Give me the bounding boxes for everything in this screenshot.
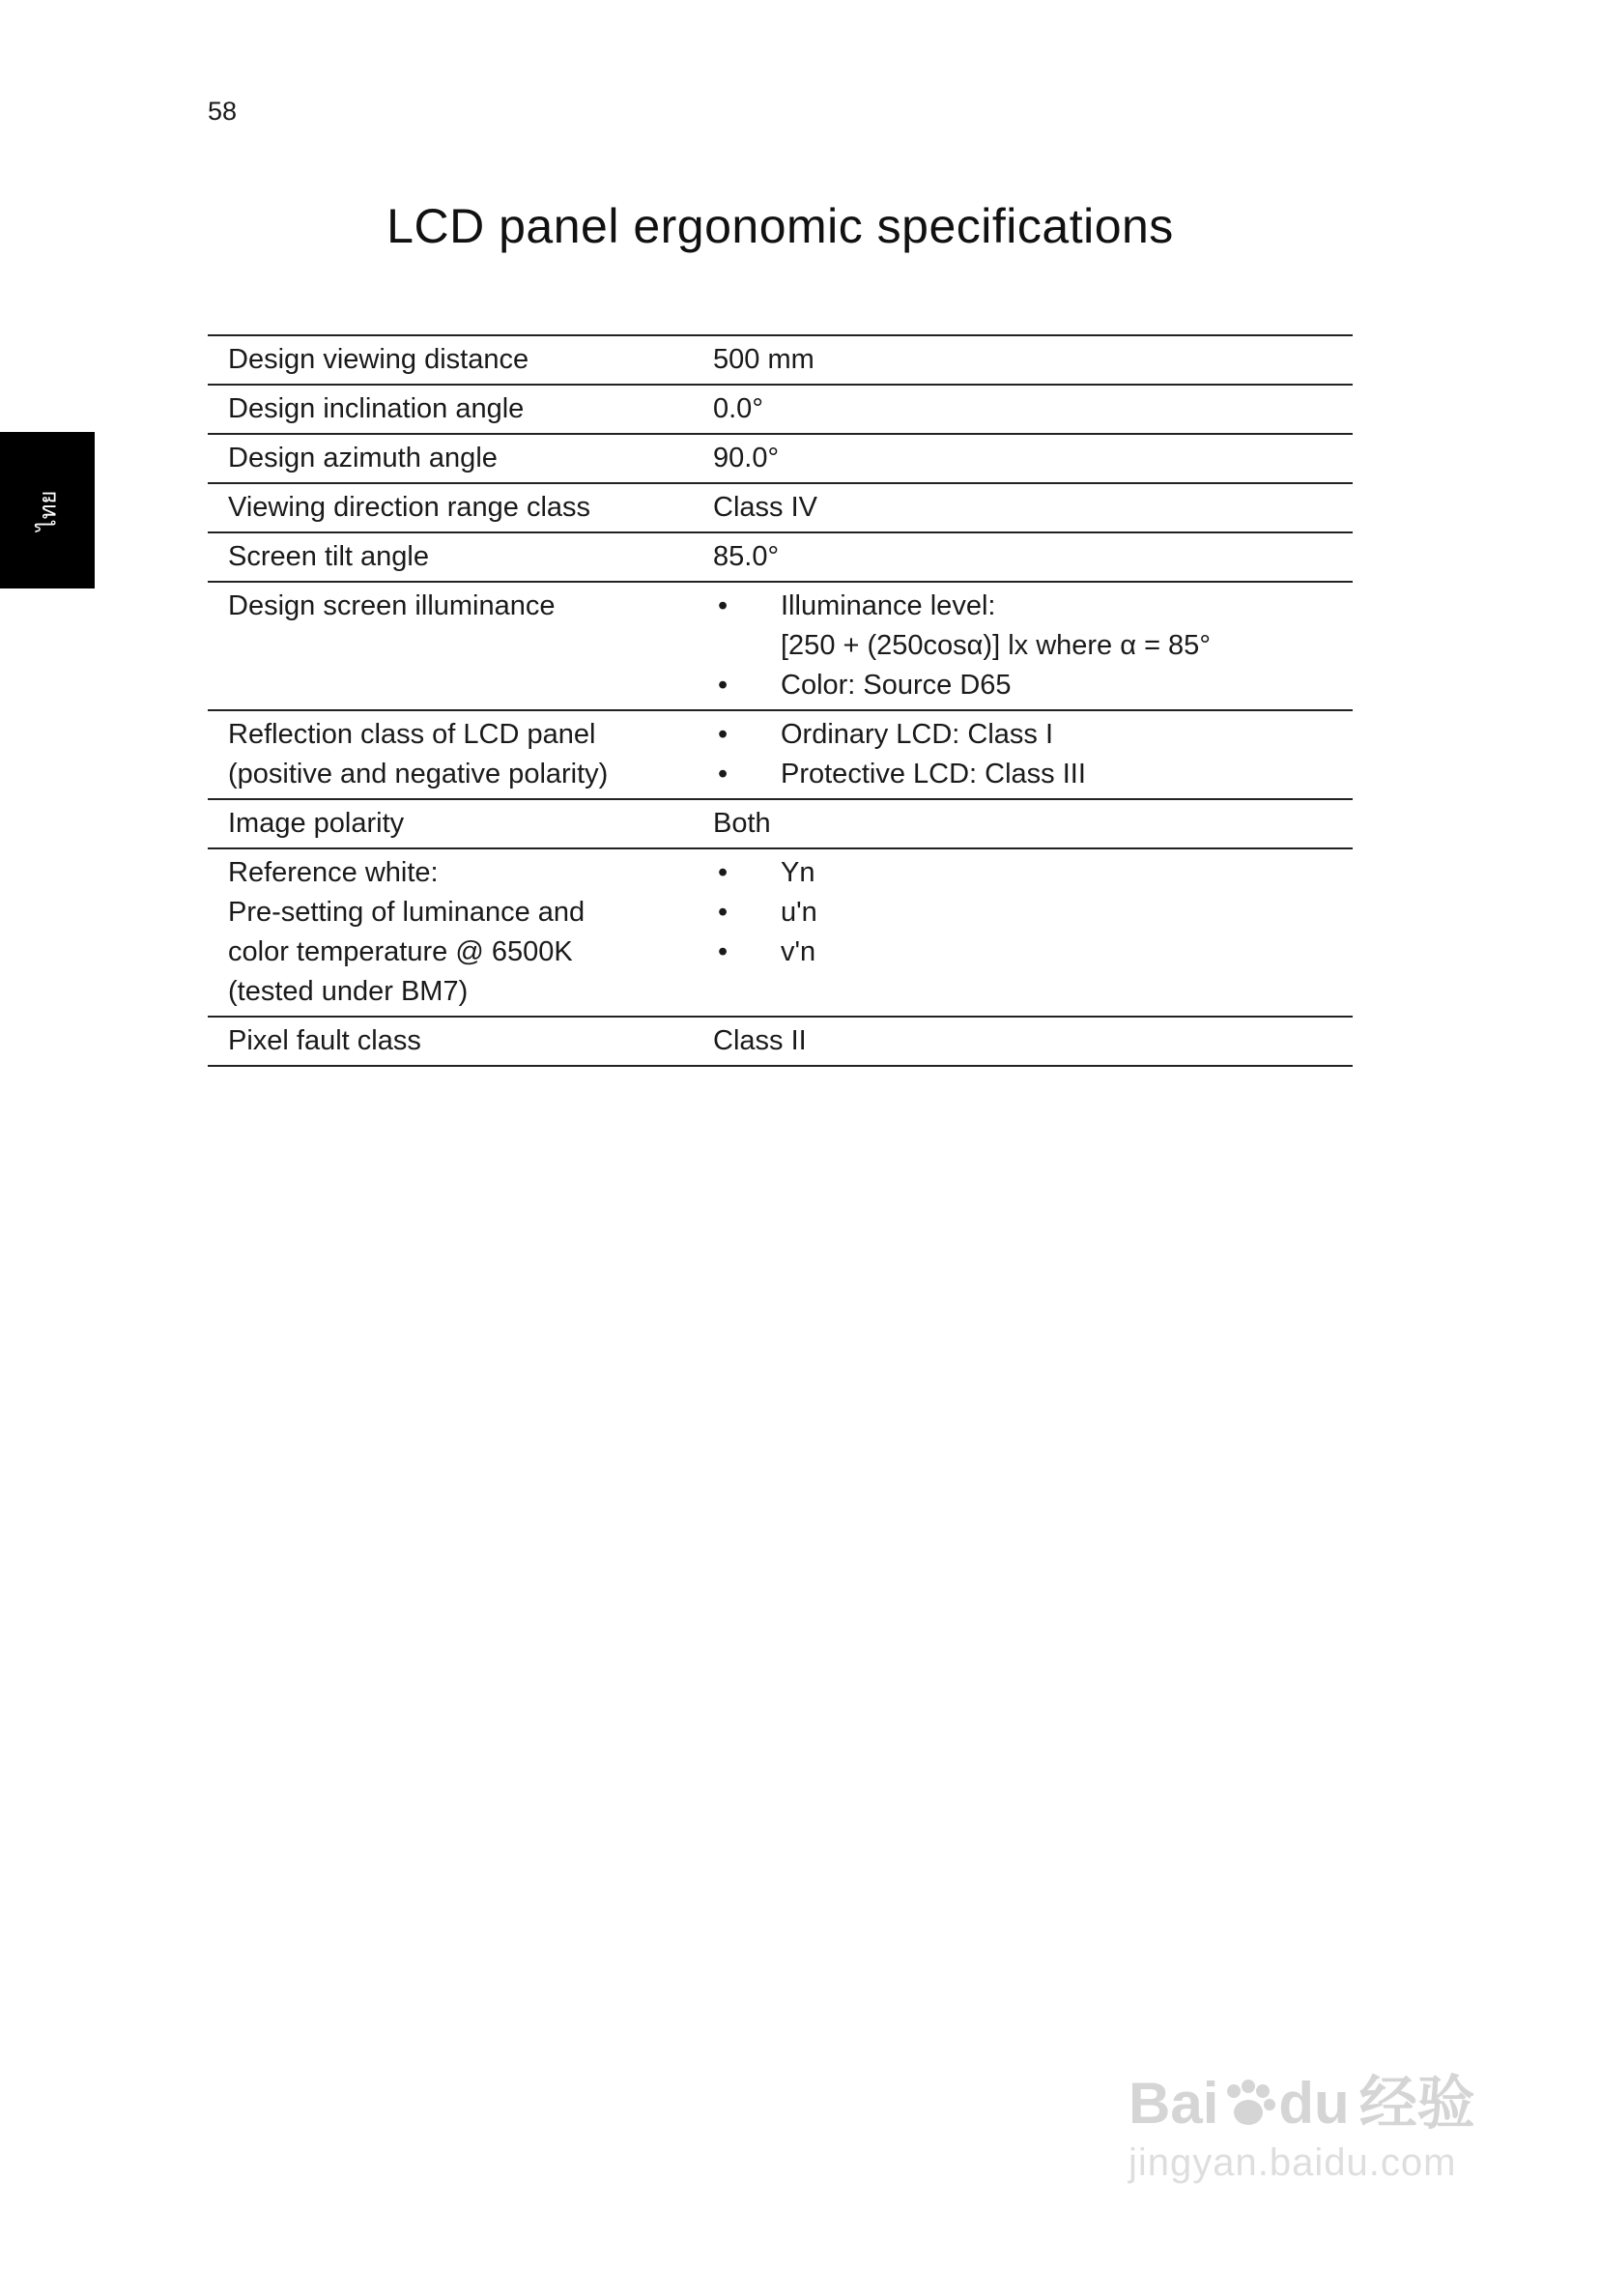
spec-value [713,853,1353,1012]
bullet-icon: • [718,897,729,928]
spec-row [208,334,1353,384]
bullet-item [713,587,1353,666]
watermark-badge: 经验 [1358,2071,1475,2136]
watermark-brand-right: du [1278,2071,1350,2136]
spec-label: Reflection class of LCD panel (positive and negative polarity) [228,719,609,789]
bullet-text: Illuminance level: [250 + (250cosα)] lx where α = 85° [781,590,1211,661]
bullet-icon: • [718,857,729,888]
spec-value: Class IV [713,492,817,523]
bullet-item [713,755,1353,794]
spec-row [208,1016,1353,1065]
spec-row [208,433,1353,482]
spec-row [208,798,1353,847]
bullet-text: Yn [781,857,815,888]
spec-label: Design inclination angle [228,393,525,424]
bullet-item [713,853,1353,893]
spec-label: Design azimuth angle [228,443,498,474]
paw-icon [1220,2078,1276,2130]
page-title: LCD panel ergonomic specifications [386,199,1174,253]
spec-label: Screen tilt angle [228,541,429,572]
spec-row [208,482,1353,531]
bullet-item [713,666,1353,705]
spec-row [208,847,1353,1016]
spec-value [713,715,1353,794]
bullet-text: u'n [781,897,817,928]
spec-row [208,581,1353,709]
bullet-text: v'n [781,936,816,967]
language-tab-label: ไทย [35,490,62,531]
bullet-icon: • [718,590,729,621]
spec-label: Viewing direction range class [228,492,591,523]
page-content [208,199,1353,1067]
spec-value: 500 mm [713,344,814,375]
watermark [1129,2070,1475,2188]
spec-value: 0.0° [713,393,763,424]
watermark-url: jingyan.baidu.com [1129,2141,1457,2184]
page-number: 58 [208,97,238,126]
spec-row [208,709,1353,798]
spec-value: Both [713,808,771,839]
language-side-tab [0,432,95,588]
spec-label: Design viewing distance [228,344,529,375]
spec-label: Image polarity [228,808,405,839]
watermark-brand [1129,2070,1475,2138]
bullet-icon: • [718,670,729,701]
spec-label: Reference white: Pre-setting of luminance and color temperature @ 6500K (tested under BM7) [228,857,586,1007]
spec-value: Class II [713,1025,807,1056]
spec-label: Pixel fault class [228,1025,421,1056]
spec-value: 85.0° [713,541,780,572]
watermark-brand-left: Bai [1129,2071,1219,2136]
bullet-icon: • [718,719,729,750]
bullet-item [713,933,1353,972]
spec-row [208,384,1353,433]
spec-row [208,531,1353,581]
bullet-icon: • [718,759,729,789]
bullet-text: Color: Source D65 [781,670,1012,701]
bullet-icon: • [718,936,729,967]
bullet-text: Ordinary LCD: Class I [781,719,1054,750]
spec-table [208,334,1353,1067]
bullet-item [713,715,1353,755]
bullet-text: Protective LCD: Class III [781,759,1086,789]
spec-value [713,587,1353,705]
spec-value: 90.0° [713,443,780,474]
spec-label: Design screen illuminance [228,590,556,621]
bullet-item [713,893,1353,933]
